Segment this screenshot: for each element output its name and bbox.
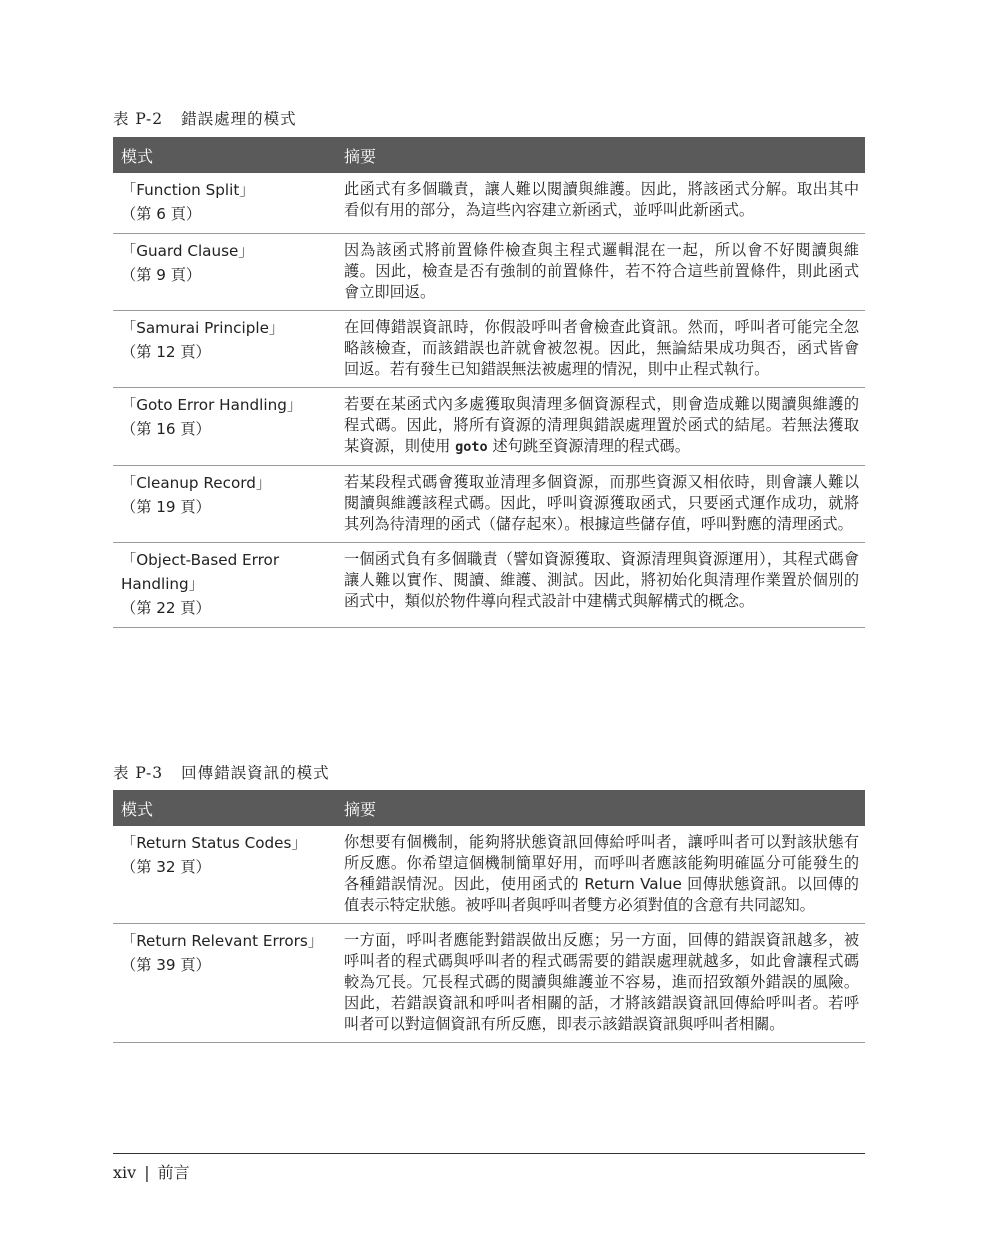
table-row <box>113 924 865 1043</box>
pattern-name: 「Guard Clause」 <box>121 242 254 260</box>
pattern-summary: 此函式有多個職責，讓人難以閱讀與維護。因此，將該函式分解。取出其中看似有用的部分，為這些內容建立新函式，並呼叫此新函式。 <box>329 173 865 234</box>
pattern-page: （第 6 頁） <box>121 205 202 223</box>
table-p2-title: 錯誤處理的模式 <box>181 110 297 128</box>
pattern-summary: 你想要有個機制，能夠將狀態資訊回傳給呼叫者，讓呼叫者可以對該狀態有所反應。你希望這個機制簡單好用，而呼叫者應該能夠明確區分可能發生的各種錯誤情況。因此，使用函式的 Return Value 回傳狀態資訊。以回傳的值表示特定狀態。被呼叫者與呼叫者雙方必須對值的含意有共同認知。 <box>329 826 865 924</box>
pattern-name: 「Function Split」 <box>121 181 255 199</box>
table-header-row <box>113 790 865 826</box>
table-row <box>113 311 865 388</box>
pattern-name: 「Return Relevant Errors」 <box>121 932 324 950</box>
table-row <box>113 826 865 924</box>
pattern-summary: 一方面，呼叫者應能對錯誤做出反應；另一方面，回傳的錯誤資訊越多，被呼叫者的程式碼與呼叫者的程式碼需要的錯誤處理就越多，如此會讓程式碼較為冗長。冗長程式碼的閱讀與維護並不容易，進而招致額外錯誤的風險。因此，若錯誤資訊和呼叫者相關的話，才將該錯誤資訊回傳給呼叫者。若呼叫者可以對這個資訊有所反應，即表示該錯誤資訊與呼叫者相關。 <box>329 924 865 1043</box>
pattern-summary: 因為該函式將前置條件檢查與主程式邏輯混在一起，所以會不好閱讀與維護。因此，檢查是否有強制的前置條件，若不符合這些前置條件，則此函式會立即回返。 <box>329 234 865 311</box>
pattern-cell <box>113 924 329 1043</box>
pattern-name: 「Return Status Codes」 <box>121 834 307 852</box>
pattern-cell <box>113 311 329 388</box>
table-p3-number: 表 P-3 <box>113 764 164 782</box>
table-p3-title: 回傳錯誤資訊的模式 <box>181 764 330 782</box>
table-p3-caption <box>113 761 330 783</box>
table-row <box>113 466 865 543</box>
summary-text-after-code: 述句跳至資源清理的程式碼。 <box>487 437 690 455</box>
pattern-summary <box>329 388 865 466</box>
pattern-cell <box>113 388 329 466</box>
pattern-name: 「Samurai Principle」 <box>121 319 285 337</box>
page-number: xiv <box>113 1163 137 1182</box>
table-row <box>113 173 865 234</box>
section-name: 前言 <box>157 1163 190 1182</box>
table-p2-caption <box>113 107 297 129</box>
pattern-page: （第 12 頁） <box>121 343 211 361</box>
table-p3 <box>113 790 865 1043</box>
footer-rule <box>113 1153 865 1154</box>
summary-text-before-code: 若要在某函式內多處獲取與清理多個資源程式，則會造成難以閱讀與維護的程式碼。因此，將所有資源的清理與錯誤處理置於函式的結尾。若無法獲取某資源，則使用 <box>344 395 859 455</box>
column-header-pattern: 模式 <box>113 137 329 173</box>
pattern-page: （第 19 頁） <box>121 498 211 516</box>
pattern-summary: 若某段程式碼會獲取並清理多個資源，而那些資源又相依時，則會讓人難以閱讀與維護該程式碼。因此，呼叫資源獲取函式，只要函式運作成功，就將其列為待清理的函式（儲存起來）。根據這些儲存值，呼叫對應的清理函式。 <box>329 466 865 543</box>
pattern-page: （第 16 頁） <box>121 420 211 438</box>
pattern-cell <box>113 466 329 543</box>
column-header-summary: 摘要 <box>329 790 865 826</box>
table-row <box>113 388 865 466</box>
column-header-summary: 摘要 <box>329 137 865 173</box>
pattern-cell <box>113 543 329 628</box>
table-p2 <box>113 137 865 628</box>
table-row <box>113 234 865 311</box>
pattern-name: 「Cleanup Record」 <box>121 474 272 492</box>
table-row <box>113 543 865 628</box>
pattern-summary: 一個函式負有多個職責（譬如資源獲取、資源清理與資源運用），其程式碼會讓人難以實作、閱讀、維護、測試。因此，將初始化與清理作業置於個別的函式中，類似於物件導向程式設計中建構式與解構式的概念。 <box>329 543 865 628</box>
pattern-name: 「Object-Based Error Handling」 <box>121 551 280 593</box>
pattern-page: （第 22 頁） <box>121 599 211 617</box>
pattern-summary: 在回傳錯誤資訊時，你假設呼叫者會檢查此資訊。然而，呼叫者可能完全忽略該檢查，而該錯誤也許就會被忽視。因此，無論結果成功與否，函式皆會回返。若有發生已知錯誤無法被處理的情況，則中止程式執行。 <box>329 311 865 388</box>
pattern-cell <box>113 826 329 924</box>
pattern-page: （第 9 頁） <box>121 266 202 284</box>
column-header-pattern: 模式 <box>113 790 329 826</box>
table-p2-number: 表 P-2 <box>113 110 164 128</box>
page-footer <box>113 1160 190 1183</box>
table-header-row <box>113 137 865 173</box>
pattern-page: （第 32 頁） <box>121 858 211 876</box>
pattern-cell <box>113 234 329 311</box>
pattern-page: （第 39 頁） <box>121 956 211 974</box>
pattern-name: 「Goto Error Handling」 <box>121 396 303 414</box>
pattern-cell <box>113 173 329 234</box>
footer-separator: | <box>144 1163 150 1182</box>
goto-keyword: goto <box>455 439 488 455</box>
